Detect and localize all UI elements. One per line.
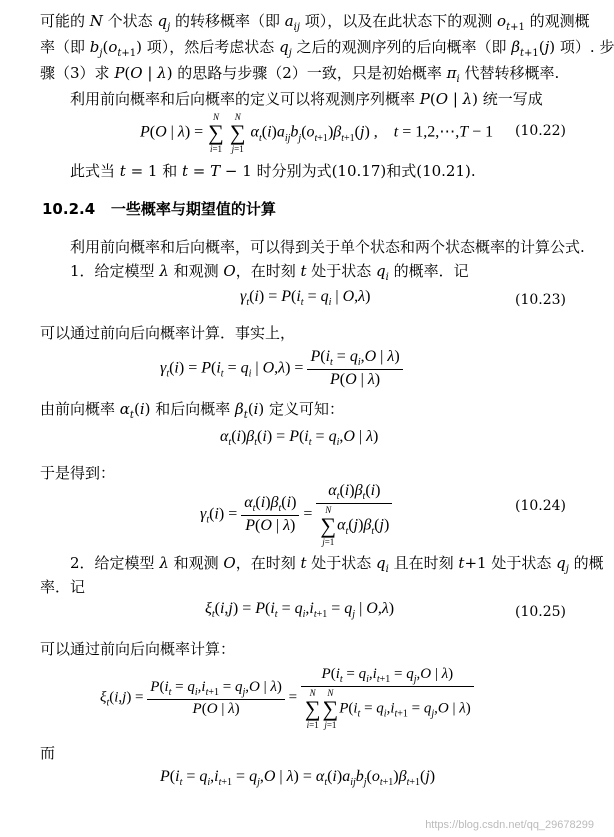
equation-number: (10.25) <box>514 604 566 620</box>
paragraph-line: 此式当 t = 1 和 t = T − 1 时分别为式(10.17)和式(10.21). <box>70 162 476 180</box>
equation-number: (10.24) <box>514 498 566 514</box>
paragraph-line: 率（即 $b_j(o_{t+1})$ 项），然后考虑状态 $q_j$ 之后的观测序列的后向概率（即 $\beta_{t+1}(j)$ 项）. 步 <box>40 38 614 59</box>
watermark: https://blog.csdn.net/qq_29678299 <box>425 819 594 831</box>
equation-gamma-expanded: $\gamma_t(i) = P(i_t = q_i$ | O,λ) = $\frac{P(i_t = q_i,O | \lambda)}{P(O | \lambda)}$ <box>160 348 403 389</box>
equation-alpha-beta: $\alpha_t(i)\beta_t(i) = P(i_t = q_i,O$ | λ) <box>220 428 379 449</box>
equation-10-25: $\xi_t(i,j) = P(i_t = q_i,i_{t+1} = q_j$ | O,λ) <box>205 600 395 621</box>
equation-number: (10.22) <box>514 123 566 139</box>
equation-10-24: $\gamma_t(i)$ = $\frac{\alpha_t(i)\beta_t(i)}{P(O | \lambda)}$ = $\alpha_t(i)\beta_t(i)$ N ∑ j=1 $\alpha_t(j)\beta_t(j)$ <box>200 482 392 547</box>
equation-10-23: $\gamma_t(i) = P(i_t = q_i$ | O,λ) <box>240 288 371 309</box>
paragraph-line: 于是得到： <box>40 464 116 482</box>
paragraph-line: 而 <box>40 744 56 762</box>
paragraph-line: 骤（3）求 P(O | λ) 的思路与步骤（2）一致，只是初始概率 $\pi_i$ 代替转移概率. <box>40 64 560 85</box>
section-heading <box>42 198 276 220</box>
paragraph-line: 利用前向概率和后向概率，可以得到关于单个状态和两个状态概率的计算公式. <box>70 238 585 256</box>
paragraph-line: 由前向概率 $\alpha_t(i)$ 和后向概率 $\beta_t(i)$ 定义可知： <box>40 400 345 421</box>
paragraph-line: 利用前向概率和后向概率的定义可以将观测序列概率 P(O | λ) 统一写成 <box>70 90 543 108</box>
equation-10-22: P(O | λ) = N ∑ i=1 N ∑ j=1 $\alpha_t(i)a_{ij}b_j(o_{t+1})\beta_{t+1}(j)$ , t = 1,2,⋯,T − 1 <box>140 112 494 154</box>
paragraph-line: 2．给定模型 λ 和观测 O，在时刻 t 处于状态 $q_i$ 且在时刻 t+1 处于状态 $q_j$ 的概 <box>70 554 604 575</box>
equation-xi-expanded: $\xi_t(i,j)$ = $\frac{P(i_t = q_i,i_{t+1} = q_j,O | \lambda)}{P(O | \lambda)}$ = $P(i_t = q_i,i_{t+1} = q_j,O$ | λ) N ∑ i=1 N ∑ j=1 $P(i_t = q_i,i_{t+1} = q_j,O$ | λ) <box>100 666 474 730</box>
equation-joint: $P(i_t = q_i,i_{t+1} = q_j,O$ | $\lambda) = \alpha_t(i)a_{ij}b_j(o_{t+1})\beta_{t+1}(j)$ <box>160 768 436 789</box>
equation-number: (10.23) <box>514 292 566 308</box>
paragraph-line: 可以通过前向后向概率计算： <box>40 640 236 658</box>
section-title: 一些概率与期望值的计算 <box>110 200 276 218</box>
section-number: 10.2.4 <box>42 200 96 218</box>
paragraph-line: 率．记 <box>40 578 86 596</box>
paragraph-line: 1．给定模型 λ 和观测 O，在时刻 t 处于状态 $q_i$ 的概率．记 <box>70 262 469 283</box>
paragraph-line: 可能的 N 个状态 $q_j$ 的转移概率（即 $a_{ij}$ 项），以及在此状态下的观测 $o_{t+1}$ 的观测概 <box>40 12 590 33</box>
paragraph-line: 可以通过前向后向概率计算．事实上， <box>40 324 296 342</box>
